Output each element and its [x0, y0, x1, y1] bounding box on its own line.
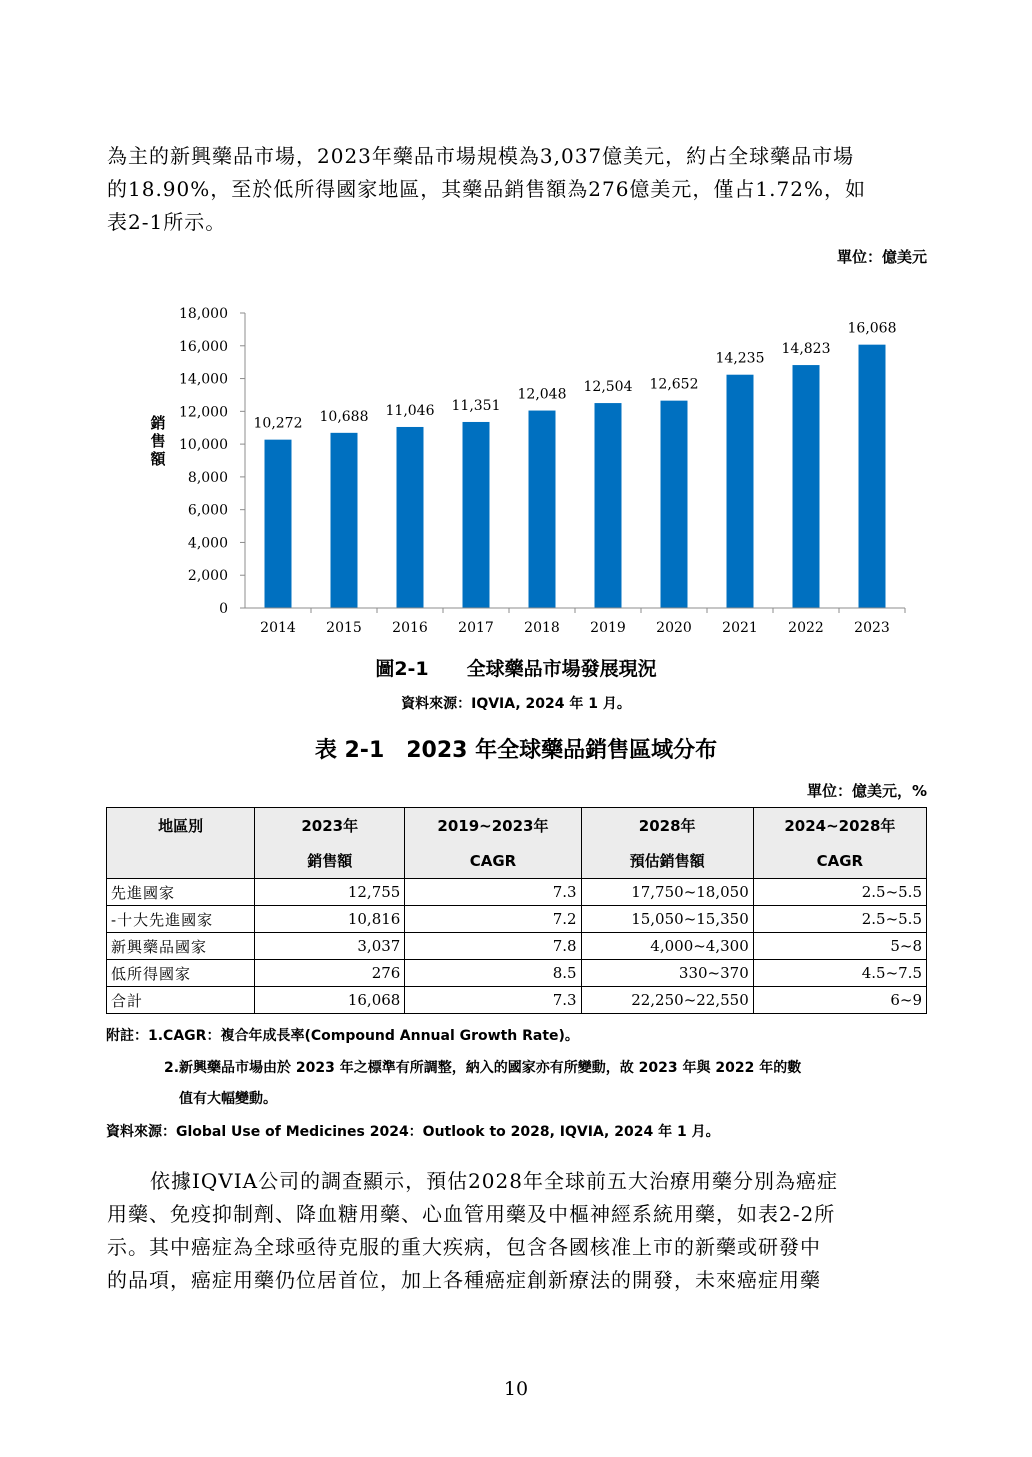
intro-line: 表2-1所示。 — [107, 210, 227, 234]
bar-value-label: 12,048 — [517, 386, 567, 403]
value-cell: 22,250~22,550 — [581, 987, 753, 1014]
y-tick-label: 18,000 — [179, 306, 228, 322]
value-cell: 6~9 — [753, 987, 926, 1014]
table-row — [107, 879, 927, 906]
y-tick-label: 0 — [219, 601, 228, 617]
y-tick-label: 8,000 — [187, 469, 228, 486]
bar — [793, 365, 820, 608]
body-line: 的品項，癌症用藥仍位居首位，加上各種癌症創新療法的開發，未來癌症用藥 — [107, 1268, 821, 1292]
region-distribution-table — [106, 807, 927, 1014]
value-cell: 12,755 — [255, 879, 405, 906]
value-cell: 15,050~15,350 — [581, 906, 753, 933]
table-header-row — [107, 843, 927, 879]
bar-value-label: 14,823 — [781, 341, 831, 358]
x-tick-label: 2015 — [326, 620, 362, 636]
table-row — [107, 933, 927, 960]
bar — [529, 411, 556, 608]
y-tick-label: 2,000 — [187, 568, 228, 585]
bar — [661, 401, 688, 608]
x-tick-label: 2018 — [524, 620, 560, 636]
bar-value-label: 11,046 — [385, 402, 435, 419]
bar — [595, 403, 622, 608]
x-tick-label: 2014 — [260, 620, 296, 636]
value-cell: 10,816 — [255, 906, 405, 933]
value-cell: 2.5~5.5 — [753, 879, 926, 906]
table-row — [107, 987, 927, 1014]
table-header-row — [107, 808, 927, 844]
bar-value-label: 12,504 — [583, 379, 633, 396]
bar — [397, 427, 424, 608]
header-cell — [107, 843, 255, 879]
table-unit: 單位：億美元，% — [806, 782, 927, 800]
value-cell: 5~8 — [753, 933, 926, 960]
bar — [331, 433, 358, 608]
bar-value-label: 12,652 — [649, 376, 699, 393]
value-cell: 330~370 — [581, 960, 753, 987]
value-cell: 7.3 — [405, 987, 581, 1014]
x-tick-label: 2023 — [854, 620, 890, 636]
bar-value-label: 11,351 — [451, 397, 501, 414]
region-cell: 新興藥品國家 — [107, 933, 255, 960]
value-cell: 7.2 — [405, 906, 581, 933]
figure-source: 資料來源：IQVIA, 2024 年 1 月。 — [401, 696, 631, 712]
header-cell: 銷售額 — [255, 843, 405, 879]
x-tick-label: 2022 — [788, 620, 824, 636]
header-cell: CAGR — [753, 843, 926, 879]
header-cell: 2019~2023年 — [405, 808, 581, 844]
y-tick-label: 6,000 — [187, 502, 228, 519]
value-cell: 16,068 — [255, 987, 405, 1014]
header-cell: 地區別 — [107, 808, 255, 844]
bar — [265, 440, 292, 608]
table-title: 表 2-1 2023 年全球藥品銷售區域分布 — [314, 738, 718, 763]
region-cell: 先進國家 — [107, 879, 255, 906]
region-cell: 低所得國家 — [107, 960, 255, 987]
table-row — [107, 960, 927, 987]
bar-value-label: 10,272 — [253, 415, 303, 432]
y-tick-label: 4,000 — [187, 535, 228, 552]
value-cell: 2.5~5.5 — [753, 906, 926, 933]
chart-unit: 單位：億美元 — [836, 248, 927, 266]
y-tick-label: 10,000 — [179, 437, 228, 454]
x-tick-label: 2020 — [656, 620, 692, 636]
y-tick-label: 12,000 — [179, 404, 228, 421]
x-tick-label: 2016 — [392, 620, 428, 636]
header-cell: 預估銷售額 — [581, 843, 753, 879]
header-cell: 2028年 — [581, 808, 753, 844]
bar-value-label: 16,068 — [847, 320, 897, 337]
header-cell: 2024~2028年 — [753, 808, 926, 844]
x-tick-label: 2017 — [458, 620, 494, 636]
bar-value-label: 10,688 — [319, 408, 369, 425]
value-cell: 17,750~18,050 — [581, 879, 753, 906]
x-tick-label: 2019 — [590, 620, 626, 636]
value-cell: 3,037 — [255, 933, 405, 960]
table-row — [107, 906, 927, 933]
y-tick-label: 16,000 — [179, 338, 228, 355]
table-note-1: 附註：1.CAGR：複合年成長率(Compound Annual Growth Rate)。 — [106, 1028, 579, 1044]
body-paragraph — [107, 1165, 927, 1297]
table-note-2-cont: 值有大幅變動。 — [179, 1091, 277, 1107]
intro-paragraph — [107, 140, 927, 239]
bar — [727, 375, 754, 608]
intro-line: 的18.90%，至於低所得國家地區，其藥品銷售額為276億美元，僅占1.72%，如 — [107, 177, 866, 201]
bar-value-label: 14,235 — [715, 350, 765, 367]
table-source: 資料來源：Global Use of Medicines 2024：Outlook to 2028, IQVIA, 2024 年 1 月。 — [106, 1124, 720, 1140]
y-tick-label: 14,000 — [179, 371, 228, 388]
body-line: 用藥、免疫抑制劑、降血糖用藥、心血管用藥及中樞神經系統用藥，如表2-2所 — [107, 1202, 836, 1226]
body-line: 示。其中癌症為全球亟待克服的重大疾病，包含各國核准上市的新藥或研發中 — [107, 1235, 821, 1259]
header-cell: 2023年 — [255, 808, 405, 844]
bar — [859, 345, 886, 608]
value-cell: 4.5~7.5 — [753, 960, 926, 987]
body-line: 依據IQVIA公司的調查顯示，預估2028年全球前五大治療用藥分別為癌症 — [150, 1169, 838, 1193]
page-number: 10 — [503, 1378, 529, 1400]
intro-line: 為主的新興藥品市場，2023年藥品市場規模為3,037億美元，約占全球藥品市場 — [107, 144, 855, 168]
value-cell: 7.8 — [405, 933, 581, 960]
x-tick-label: 2021 — [722, 620, 758, 636]
value-cell: 7.3 — [405, 879, 581, 906]
figure-caption: 圖2-1 全球藥品市場發展現況 — [375, 658, 657, 680]
value-cell: 4,000~4,300 — [581, 933, 753, 960]
value-cell: 276 — [255, 960, 405, 987]
bar — [463, 422, 490, 608]
value-cell: 8.5 — [405, 960, 581, 987]
sales-bar-chart — [140, 296, 920, 641]
y-axis-label: 銷售額 — [150, 414, 166, 468]
header-cell: CAGR — [405, 843, 581, 879]
table-note-2: 2.新興藥品市場由於 2023 年之標準有所調整，納入的國家亦有所變動，故 2023 年與 2022 年的數 — [164, 1060, 802, 1076]
region-cell: 合計 — [107, 987, 255, 1014]
region-cell: -十大先進國家 — [107, 906, 255, 933]
